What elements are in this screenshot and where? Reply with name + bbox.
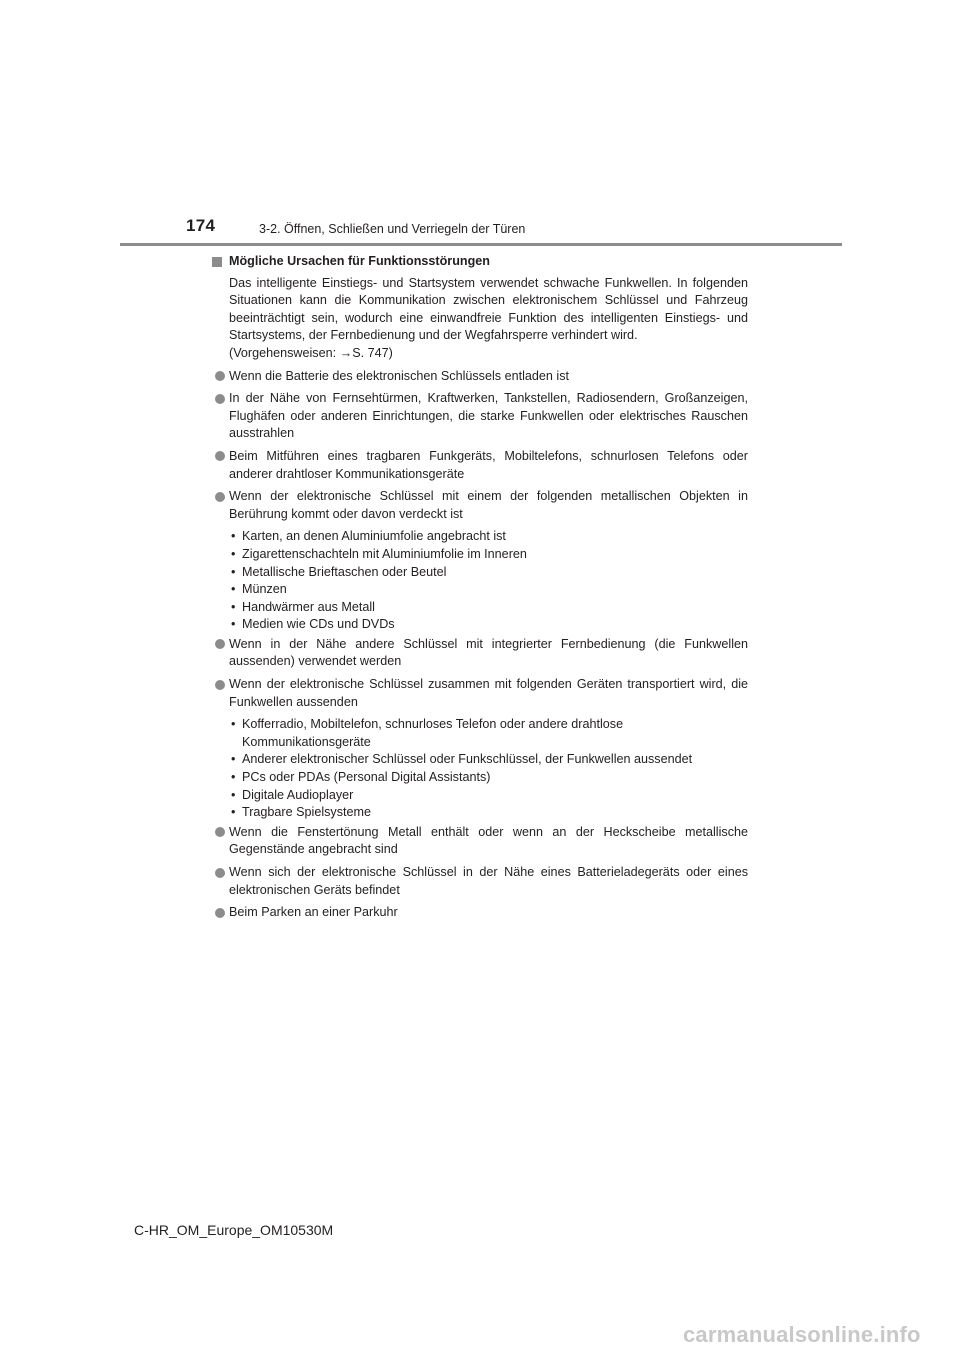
main-content xyxy=(212,253,748,927)
list-item-text: Beim Parken an einer Parkuhr xyxy=(229,905,398,920)
sub-list-item xyxy=(229,787,748,805)
list-item xyxy=(229,390,748,443)
circle-bullet-icon xyxy=(215,827,225,837)
watermark: carmanualsonline.info xyxy=(683,1322,921,1347)
intro-paragraph: Das intelligente Einstiegs- und Startsystem verwendet schwache Funkwellen. In folgenden Situationen kann die Kommunikation zwischen elektronischem Schlüssel und Fahrzeug beeinträchtigt sein, wodurch eine einwandfreie Funktion des intelligenten Einstiegs- und Startsystems, der Fernbedienung und der Wegfahrsperre verhindert wird. xyxy=(229,275,748,343)
subheading xyxy=(212,253,748,271)
header-divider xyxy=(120,243,842,246)
list-item xyxy=(229,448,748,483)
list-item xyxy=(229,636,748,671)
list-item-text: In der Nähe von Fernsehtürmen, Kraftwerken, Tankstellen, Radiosendern, Großanzeigen, Flughäfen oder anderen Einrichtungen, die starke Funkwellen oder elektrisches Rauschen ausstrahlen xyxy=(229,391,748,441)
dot-bullet-icon: • xyxy=(231,805,236,820)
sub-list-item xyxy=(229,528,748,546)
dot-bullet-icon: • xyxy=(231,617,236,632)
sub-list-item-text: Anderer elektronischer Schlüssel oder Funkschlüssel, der Funkwellen aussendet xyxy=(242,752,693,767)
list-item-text: Wenn der elektronische Schlüssel mit einem der folgenden metallischen Objekten in Berührung kommt oder davon verdeckt ist xyxy=(229,489,748,521)
circle-bullet-icon xyxy=(215,394,225,404)
list-item-text: Wenn die Fenstertönung Metall enthält oder wenn an der Heckscheibe metallische Gegenstände angebracht sind xyxy=(229,824,748,857)
dot-bullet-icon: • xyxy=(231,546,236,561)
list-item xyxy=(229,676,748,711)
sub-list-item-text: Handwärmer aus Metall xyxy=(242,599,375,614)
sub-list-item-text: Zigarettenschachteln mit Aluminiumfolie im Inneren xyxy=(242,546,527,561)
circle-bullet-icon xyxy=(215,868,225,878)
list-item xyxy=(229,368,748,386)
sub-list-item xyxy=(229,581,748,599)
section-title: 3-2. Öffnen, Schließen und Verriegeln der Türen xyxy=(259,222,526,236)
dot-bullet-icon: • xyxy=(231,582,236,597)
sub-list-item-text: Karten, an denen Aluminiumfolie angebracht ist xyxy=(242,529,506,544)
list-item-text: Wenn in der Nähe andere Schlüssel mit integrierter Fernbedienung (die Funkwellen aussenden) verwendet werden xyxy=(229,636,748,669)
list-item xyxy=(229,488,748,523)
dot-bullet-icon: • xyxy=(231,752,236,767)
dot-bullet-icon: • xyxy=(231,770,236,785)
sub-list-item xyxy=(229,546,748,564)
sub-list xyxy=(229,716,748,822)
list-item xyxy=(229,864,748,899)
sub-list-item-text: Metallische Brieftaschen oder Beutel xyxy=(242,564,447,579)
document-id: C-HR_OM_Europe_OM10530M xyxy=(134,1222,334,1238)
square-bullet-icon xyxy=(212,257,222,267)
sub-list-item-text: Tragbare Spielsysteme xyxy=(242,805,372,820)
sub-list-item-text: PCs oder PDAs (Personal Digital Assistants) xyxy=(242,770,491,785)
list-item xyxy=(229,824,748,859)
list-item-text: Wenn sich der elektronische Schlüssel in der Nähe eines Batterieladegeräts oder eines elektronischen Geräts befindet xyxy=(229,865,748,897)
list-item xyxy=(229,904,748,922)
list-item-text: Wenn der elektronische Schlüssel zusammen mit folgenden Geräten transportiert wird, die Funkwellen aussenden xyxy=(229,677,748,709)
subheading-text: Mögliche Ursachen für Funktionsstörungen xyxy=(229,254,490,268)
sub-list-item-text: Medien wie CDs und DVDs xyxy=(242,617,395,632)
dot-bullet-icon: • xyxy=(231,529,236,544)
cause-list xyxy=(212,368,748,922)
circle-bullet-icon xyxy=(215,680,225,690)
sub-list-item xyxy=(229,751,748,769)
sub-list-item xyxy=(229,769,748,787)
circle-bullet-icon xyxy=(215,908,225,918)
sub-list-item-text: Digitale Audioplayer xyxy=(242,787,354,802)
sub-list-item xyxy=(229,616,748,634)
dot-bullet-icon: • xyxy=(231,564,236,579)
circle-bullet-icon xyxy=(215,371,225,381)
reference-link[interactable]: (Vorgehensweisen: →S. 747) xyxy=(229,345,393,360)
sub-list xyxy=(229,528,748,634)
circle-bullet-icon xyxy=(215,451,225,461)
circle-bullet-icon xyxy=(215,492,225,502)
circle-bullet-icon xyxy=(215,639,225,649)
dot-bullet-icon: • xyxy=(231,599,236,614)
dot-bullet-icon: • xyxy=(231,787,236,802)
sub-list-item xyxy=(229,564,748,582)
dot-bullet-icon: • xyxy=(231,717,236,732)
list-item-text: Wenn die Batterie des elektronischen Schlüssels entladen ist xyxy=(229,368,569,383)
sub-list-item xyxy=(229,716,748,751)
list-item-text: Beim Mitführen eines tragbaren Funkgeräts, Mobiltelefons, schnurlosen Telefons oder anderer drahtloser Kommunikationsgeräte xyxy=(229,448,748,481)
sub-list-item xyxy=(229,599,748,617)
sub-list-item-text: Münzen xyxy=(242,582,287,597)
page-number: 174 xyxy=(186,216,216,235)
page-header xyxy=(0,0,960,250)
sub-list-item xyxy=(229,804,748,822)
sub-list-item-text: Kofferradio, Mobiltelefon, schnurloses Telefon oder andere drahtlose Kommunikationsgeräte xyxy=(242,717,624,749)
